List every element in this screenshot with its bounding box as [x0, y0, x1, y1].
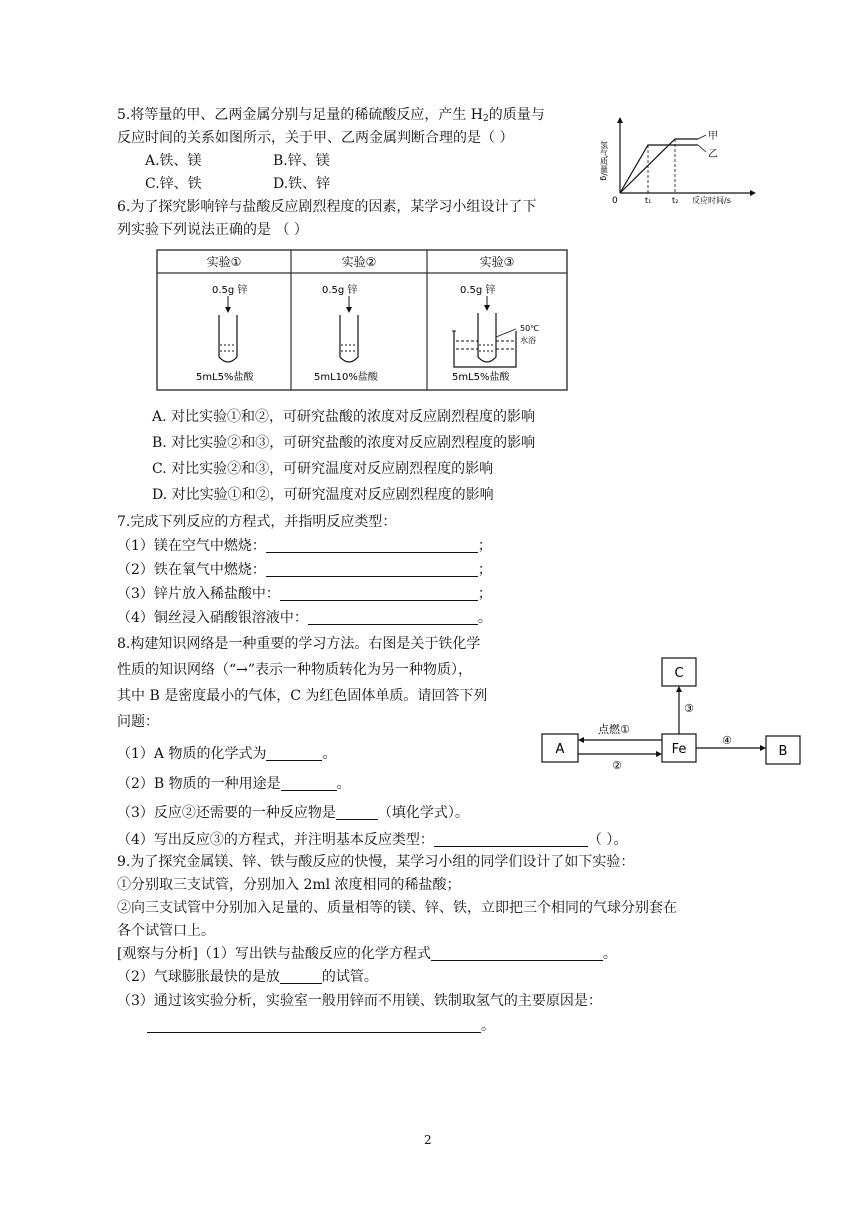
- series-jia-line: [620, 139, 698, 193]
- q8-stem-line3: 其中 B 是密度最小的气体，C 为红色固体单质。请回答下列: [117, 688, 488, 704]
- series-jia-label: 甲: [708, 131, 718, 142]
- arrow-head-icon: [760, 745, 766, 751]
- x-axis-label: 反应时间/s: [692, 196, 731, 205]
- reaction-1-label: 点燃①: [598, 723, 630, 736]
- q7-item-4-text: （4）铜丝浸入硝酸银溶液中：: [117, 610, 308, 626]
- q7-item-3-text: （3）锌片放入稀盐酸中：: [117, 586, 280, 602]
- exp1-header: 实验①: [206, 255, 242, 269]
- q8-iron-network-diagram: [536, 654, 806, 770]
- q6-option-d: D. 对比实验①和②，可研究温度对反应剧烈程度的影响: [152, 487, 494, 503]
- q8-sub-3-text: （3）反应②还需要的一种反应物是: [117, 805, 336, 821]
- page-number: 2: [424, 1133, 432, 1147]
- q7-item-1-text: （1）镁在空气中燃烧：: [117, 538, 266, 554]
- q9-sub-1: [117, 945, 617, 963]
- punct: ；: [477, 562, 492, 578]
- q9-answer-blank-3[interactable]: [147, 1018, 481, 1033]
- q6-option-a: A. 对比实验①和②，可研究盐酸的浓度对反应剧烈程度的影响: [152, 409, 536, 425]
- exp3-test-tube-icon: [478, 313, 496, 362]
- q5-stem-line1: [117, 106, 545, 128]
- arrow-head-icon: [578, 737, 584, 743]
- q6-stem-line2: 列实验下列说法正确的是 （ ）: [117, 222, 308, 238]
- node-c-label: C: [674, 666, 684, 681]
- q7-item-3: [117, 585, 492, 603]
- reaction-3-label: ③: [684, 702, 694, 715]
- t1-label: t₁: [645, 196, 652, 205]
- h2-subscript: 2: [483, 114, 489, 124]
- exp3-temp-label: 50℃: [520, 324, 540, 333]
- q7-answer-blank-4[interactable]: [308, 610, 478, 625]
- q8-sub-1: [117, 745, 336, 763]
- arrow-head-icon: [656, 751, 662, 757]
- q8-stem-line4: 问题：: [117, 714, 159, 730]
- q5-option-a: A.铁、镁: [145, 153, 202, 169]
- q9-stem-line3: ②向三支试管中分别加入足量的、质量相等的镁、锌、铁，立即把三个相同的气球分别套在: [117, 900, 677, 916]
- q8-stem-line2: 性质的知识网络（“→”表示一种物质转化为另一种物质），: [117, 662, 473, 678]
- y-axis-arrow-icon: [617, 117, 623, 123]
- jia-leader: [698, 135, 706, 139]
- q5-option-b: B.锌、镁: [273, 153, 330, 169]
- q7-answer-blank-1[interactable]: [266, 538, 478, 553]
- node-b-label: B: [778, 744, 788, 759]
- punct: 。: [322, 746, 337, 762]
- t2-label: t₂: [672, 196, 679, 205]
- reaction-2-label: ②: [612, 759, 622, 770]
- exp2-header: 实验②: [341, 255, 377, 269]
- q7-item-2: [117, 561, 492, 579]
- q5-option-d: D.铁、锌: [273, 176, 331, 192]
- q9-sub-3-answer: [147, 1017, 495, 1035]
- origin-label: 0: [612, 196, 618, 205]
- q8-sub-4-tail: （ ）。: [587, 832, 628, 848]
- q9-answer-blank-1[interactable]: [431, 946, 603, 961]
- q7-item-4: [117, 609, 492, 627]
- x-axis-arrow-icon: [750, 190, 756, 196]
- q9-sub-2-tail: 的试管。: [321, 969, 378, 985]
- q7-item-2-text: （2）铁在氧气中燃烧：: [117, 562, 266, 578]
- exp3-bath-label: 水浴: [520, 336, 536, 345]
- node-a-label: A: [555, 742, 565, 757]
- q9-sub-2: [117, 968, 378, 986]
- yi-leader: [698, 145, 706, 152]
- exp3-acid-label: 5mL5%盐酸: [452, 372, 510, 383]
- q9-sub-3: （3）通过该实验分析，实验室一般用锌而不用镁、铁制取氢气的主要原因是：: [117, 993, 602, 1009]
- q5-stem-text-end: 的质量与: [488, 107, 545, 123]
- q7-item-1: [117, 537, 492, 555]
- exp1-acid-label: 5mL5%盐酸: [196, 372, 254, 383]
- punct: 。: [336, 776, 351, 792]
- q8-answer-blank-4[interactable]: [434, 832, 588, 847]
- q8-stem-line1: 8.构建知识网络是一种重要的学习方法。右图是关于铁化学: [117, 636, 481, 652]
- q6-experiment-figure: [156, 249, 568, 391]
- q9-sub-1-text: [观察与分析]（1）写出铁与盐酸反应的化学方程式: [117, 946, 431, 962]
- exp3-zinc-label: 0.5g 锌: [460, 285, 496, 296]
- punct: ；: [477, 586, 492, 602]
- q5-graph: [600, 115, 760, 205]
- q7-answer-blank-3[interactable]: [280, 586, 478, 601]
- y-axis-label: 氢气质量/g: [600, 141, 609, 181]
- punct: 。: [481, 1018, 495, 1034]
- punct: 。: [477, 610, 492, 626]
- q5-option-c: C.锌、铁: [145, 176, 202, 192]
- exp2-zinc-label: 0.5g 锌: [322, 285, 358, 296]
- punct: ；: [477, 538, 492, 554]
- exp1-zinc-label: 0.5g 锌: [212, 285, 248, 296]
- q9-sub-2-text: （2）气球膨胀最快的是放: [117, 969, 280, 985]
- q6-option-c: C. 对比实验②和③，可研究温度对反应剧烈程度的影响: [152, 461, 494, 477]
- q8-answer-blank-3[interactable]: [336, 805, 378, 820]
- reaction-4-label: ④: [722, 734, 732, 747]
- q5-stem-line2: 反应时间的关系如图所示，关于甲、乙两金属判断合理的是（ ）: [117, 130, 514, 146]
- exp3-header: 实验③: [479, 255, 515, 269]
- q8-sub-3-tail: （填化学式）。: [377, 805, 469, 821]
- series-yi-label: 乙: [708, 149, 718, 160]
- q7-answer-blank-2[interactable]: [266, 562, 478, 577]
- q8-sub-4-text: （4）写出反应③的方程式，并注明基本反应类型：: [117, 832, 434, 848]
- q8-sub-1-text: （1）A 物质的化学式为: [117, 746, 267, 762]
- q9-answer-blank-2[interactable]: [280, 969, 322, 984]
- exp2-acid-label: 5mL10%盐酸: [314, 372, 378, 383]
- q8-sub-4: [117, 831, 627, 849]
- q9-stem-line2: ①分别取三支试管，分别加入 2ml 浓度相同的稀盐酸；: [117, 877, 461, 893]
- q9-stem-line1: 9.为了探究金属镁、锌、铁与酸反应的快慢，某学习小组的同学们设计了如下实验：: [117, 854, 635, 870]
- q7-stem: 7.完成下列反应的方程式，并指明反应类型：: [117, 514, 397, 530]
- q6-option-b: B. 对比实验②和③，可研究盐酸的浓度对反应剧烈程度的影响: [152, 435, 536, 451]
- q8-answer-blank-2[interactable]: [281, 776, 337, 791]
- q8-answer-blank-1[interactable]: [266, 746, 322, 761]
- q5-stem-text: 5.将等量的甲、乙两金属分别与足量的稀硫酸反应，产生 H: [117, 107, 484, 123]
- q8-sub-2-text: （2）B 物质的一种用途是: [117, 776, 281, 792]
- series-yi-line: [620, 145, 698, 193]
- punct: 。: [602, 946, 617, 962]
- q9-stem-line4: 各个试管口上。: [117, 923, 215, 939]
- q8-sub-3: [117, 804, 469, 822]
- node-fe-label: Fe: [671, 742, 687, 757]
- q6-stem-line1: 6.为了探究影响锌与盐酸反应剧烈程度的因素，某学习小组设计了下: [117, 199, 537, 215]
- q8-sub-2: [117, 775, 351, 793]
- arrow-head-icon: [676, 686, 682, 692]
